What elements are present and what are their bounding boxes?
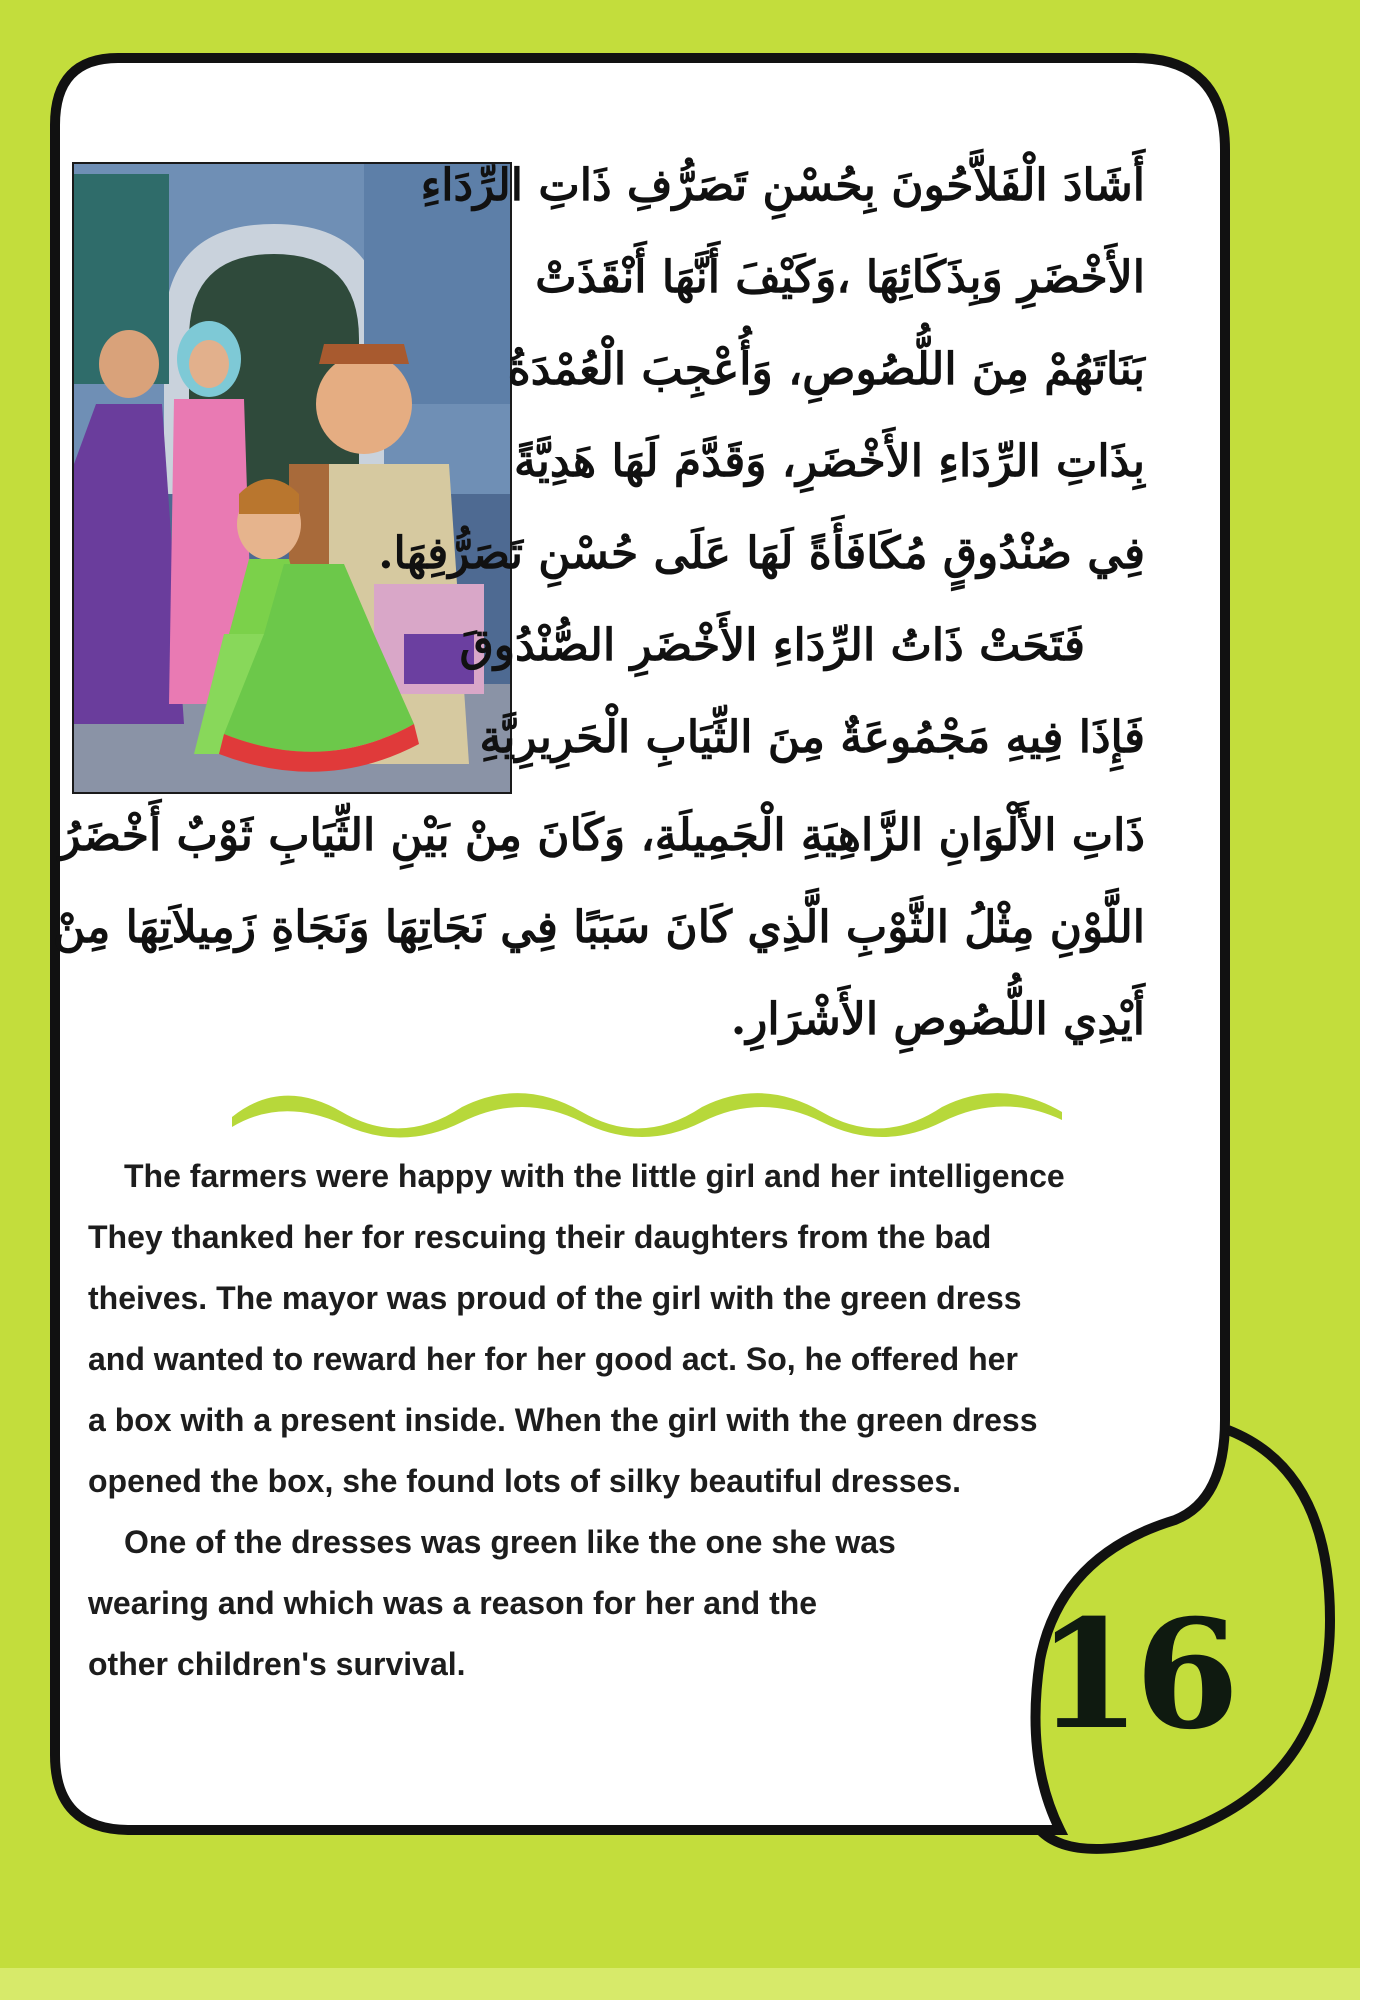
story-illustration-icon xyxy=(74,164,510,792)
arabic-line: اللَّوْنِ مِثْلُ الثَّوْبِ الَّذِي كَانَ سَبَبًا فِي نَجَاتِهَا وَنَجَاةِ زَمِيلاَتِهَا مِنْ xyxy=(53,902,1145,953)
arabic-line: فَتَحَتْ ذَاتُ الرِّدَاءِ الأَخْضَرِ الصُّنْدُوقَ xyxy=(459,620,1085,671)
english-line: and wanted to reward her for her good act. So, he offered her xyxy=(88,1341,1018,1377)
arabic-paragraph-bottom xyxy=(53,790,1145,1066)
wave-divider xyxy=(232,1082,1062,1152)
english-line: wearing and which was a reason for her and the xyxy=(88,1585,818,1621)
arabic-line: فِي صُنْدُوقٍ مُكَافَأَةً لَهَا عَلَى حُسْنِ تَصَرُّفِهَا. xyxy=(378,528,1145,579)
english-line: theives. The mayor was proud of the girl with the green dress xyxy=(88,1280,1022,1316)
english-line: opened the box, she found lots of silky beautiful dresses. xyxy=(88,1463,962,1499)
english-line: One of the dresses was green like the one she was xyxy=(124,1524,896,1560)
page-number: 16 xyxy=(1036,1587,1234,1763)
arabic-line: أَشَادَ الْفَلاَّحُونَ بِحُسْنِ تَصَرُّفِ ذَاتِ الرِّدَاءِ xyxy=(420,160,1145,211)
arabic-line: فَإِذَا فِيهِ مَجْمُوعَةٌ مِنَ الثِّيَابِ الْحَرِيرِيَّةِ xyxy=(479,712,1145,763)
arabic-paragraph-top xyxy=(378,140,1145,784)
arabic-line: بِذَاتِ الرِّدَاءِ الأَخْضَرِ، وَقَدَّمَ لَهَا هَدِيَّةً xyxy=(514,436,1145,487)
english-line: They thanked her for rescuing their daughters from the bad xyxy=(88,1219,992,1255)
story-illustration xyxy=(72,162,512,794)
english-line: a box with a present inside. When the girl with the green dress xyxy=(88,1402,1038,1438)
arabic-line: بَنَاتَهُمْ مِنَ اللُّصُوصِ، وَأُعْجِبَ الْعُمْدَةُ xyxy=(507,344,1145,395)
page-margin xyxy=(1360,0,1400,2000)
english-line: The farmers were happy with the little girl and her intelligence xyxy=(124,1158,1065,1194)
arabic-line: ذَاتِ الأَلْوَانِ الزَّاهِيَةِ الْجَمِيلَةِ، وَكَانَ مِنْ بَيْنِ الثِّيَابِ ثَوْبٌ أَخْضَرُ xyxy=(59,810,1145,861)
arabic-line: أَيْدِي اللُّصُوصِ الأَشْرَارِ. xyxy=(730,994,1145,1045)
english-line: other children's survival. xyxy=(88,1646,466,1682)
arabic-line: الأَخْضَرِ وَبِذَكَائِهَا ،وَكَيْفَ أَنَّهَا أَنْقَذَتْ xyxy=(535,252,1145,303)
